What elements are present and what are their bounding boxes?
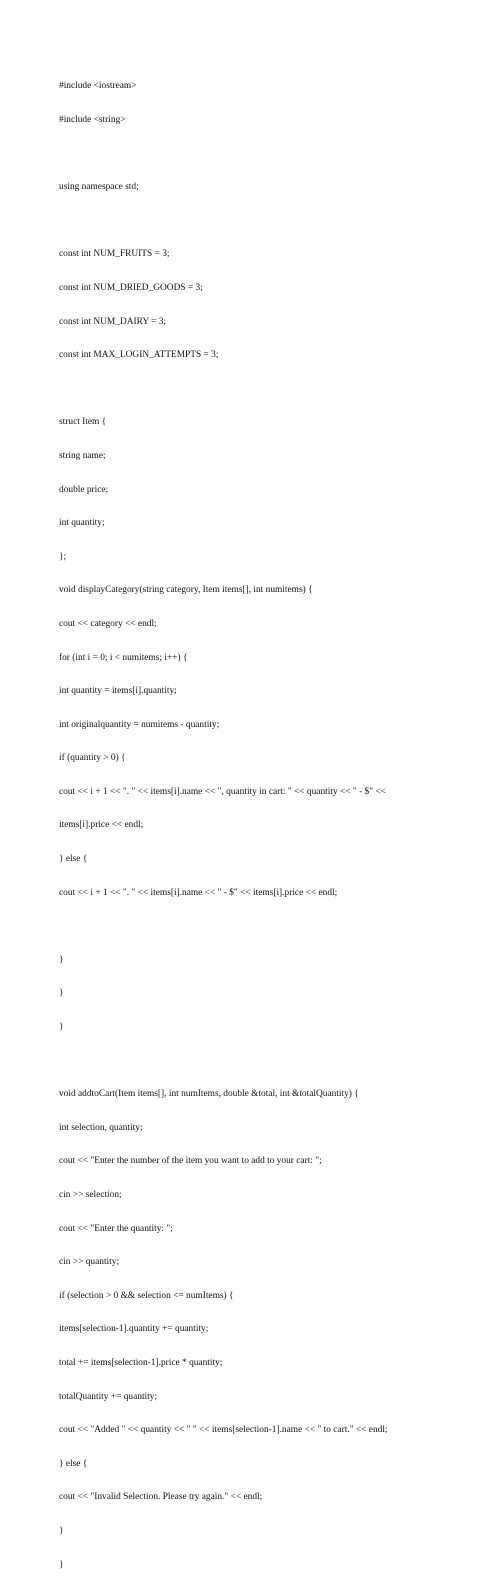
code-line: } else { xyxy=(59,854,88,865)
code-line: }; xyxy=(59,551,67,562)
code-line: } else { xyxy=(59,1458,88,1469)
code-line: const int MAX_LOGIN_ATTEMPTS = 3; xyxy=(59,350,219,361)
code-line: int quantity = items[i].quantity; xyxy=(59,686,177,697)
code-line xyxy=(59,149,489,160)
code-line: #include <string> xyxy=(59,115,126,125)
code-line: struct Item { xyxy=(59,417,107,428)
code-line: const int NUM_DAIRY = 3; xyxy=(59,316,167,327)
code-line: if (selection > 0 && selection <= numItems) { xyxy=(59,1290,234,1301)
code-line xyxy=(59,1056,489,1067)
code-line: items[selection-1].quantity += quantity; xyxy=(59,1324,209,1335)
code-line: string name; xyxy=(59,450,106,461)
code-line: for (int i = 0; i < numitems; i++) { xyxy=(59,652,188,663)
code-line: cout << "Invalid Selection. Please try again." << endl; xyxy=(59,1492,263,1503)
code-line: int quantity; xyxy=(59,518,105,529)
code-line: cout << "Added " << quantity << " " << items[selection-1].name << " to cart." << endl; xyxy=(59,1425,388,1436)
code-line: if (quantity > 0) { xyxy=(59,753,126,764)
code-line: void addtoCart(Item items[], int numItems, double &total, int &totalQuantity) { xyxy=(59,1089,359,1100)
code-line: cout << "Enter the quantity: "; xyxy=(59,1223,173,1234)
code-line: void displayCategory(string category, Item items[], int numitems) { xyxy=(59,585,313,596)
code-line: int originalquantity = numitems - quantity; xyxy=(59,719,220,730)
code-line xyxy=(59,921,489,932)
code-line: cout << i + 1 << ". " << items[i].name << " - $" << items[i].price << endl; xyxy=(59,887,338,898)
code-line: total += items[selection-1].price * quantity; xyxy=(59,1357,223,1368)
code-line: int selection, quantity; xyxy=(59,1122,143,1133)
code-line: const int NUM_DRIED_GOODS = 3; xyxy=(59,282,203,293)
code-line: } xyxy=(59,1559,64,1570)
code-line: double price; xyxy=(59,484,109,495)
code-line: cout << i + 1 << ". " << items[i].name << ", quantity in cart: " << quantity << " - $" << xyxy=(59,786,386,797)
code-line: } xyxy=(59,954,64,965)
code-line: items[i].price << endl; xyxy=(59,820,144,831)
code-line: } xyxy=(59,1022,64,1033)
code-line: cin >> selection; xyxy=(59,1190,122,1200)
code-line: #include <iostream> xyxy=(59,81,137,92)
code-line xyxy=(59,384,489,395)
code-line: using namespace std; xyxy=(59,182,139,193)
code-line: } xyxy=(59,988,64,999)
code-line: cout << "Enter the number of the item you want to add to your cart: "; xyxy=(59,1156,322,1167)
code-line: totalQuantity += quantity; xyxy=(59,1391,158,1402)
code-line xyxy=(59,216,489,227)
code-line: const int NUM_FRUITS = 3; xyxy=(59,249,170,260)
code-line: cout << category << endl; xyxy=(59,618,157,629)
code-listing xyxy=(59,59,489,1593)
code-line: } xyxy=(59,1525,64,1536)
code-line: cin >> quantity; xyxy=(59,1257,120,1268)
